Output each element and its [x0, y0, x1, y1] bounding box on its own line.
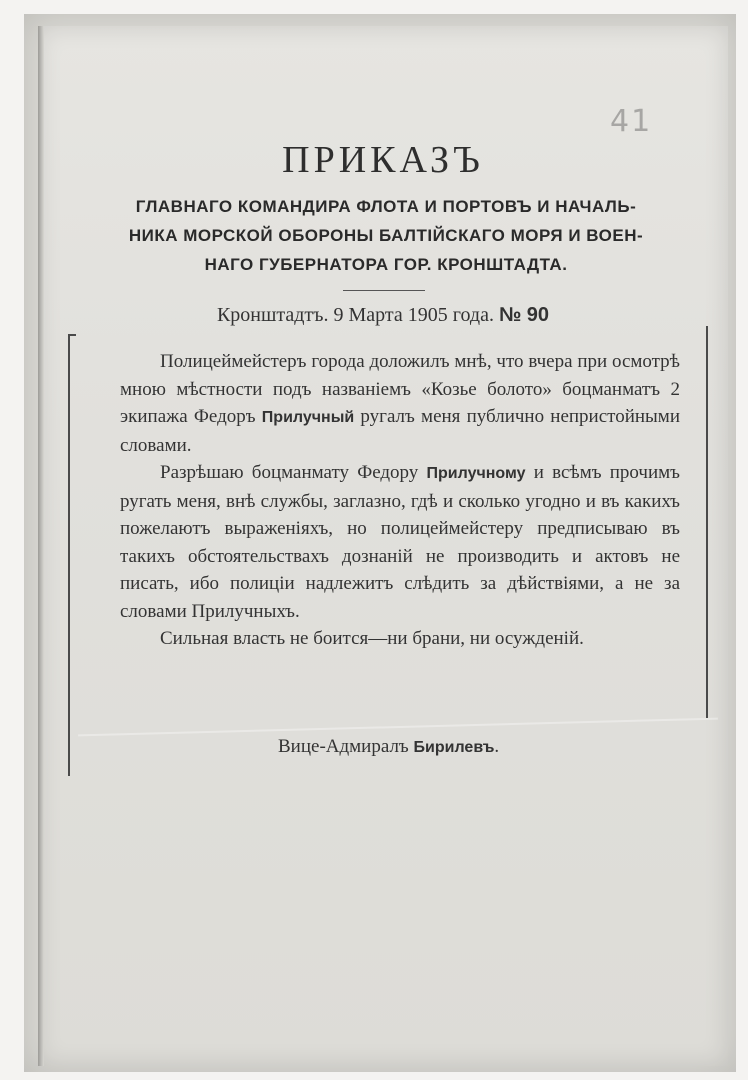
pencil-page-number: 41 — [610, 104, 653, 139]
page-crease — [78, 718, 718, 737]
paragraph-1-text-a: Полицеймейстеръ города доложилъ мнѣ, что вчера при осмотрѣ мною мѣстности подъ названіемъ «Козье болото» боцманматъ 2 экипажа Федоръ — [120, 351, 680, 427]
paragraph-2-text-a: Разрѣшаю боцманмату Федору — [160, 462, 427, 483]
date-place: Кронштадтъ. 9 Марта 1905 года. — [216, 304, 494, 326]
order-number: № 90 — [498, 304, 550, 326]
paragraph-1-name: Прилучный — [261, 409, 355, 426]
issuer-line-3: НАГО ГУБЕРНАТОРА ГОР. КРОНШТАДТА. — [204, 255, 568, 274]
signature-rank: Вице-Адмиралъ — [278, 736, 414, 757]
page-fold — [38, 26, 44, 1066]
paragraph-maxim: Сильная власть не боится—ни брани, ни осужденій. — [160, 628, 584, 649]
issuer-line-1: ГЛАВНАГО КОМАНДИРА ФЛОТА И ПОРТОВЪ И НАЧАЛЬ- — [135, 197, 637, 216]
signature-line — [278, 736, 499, 758]
issuer-line-2: НИКА МОРСКОЙ ОБОРОНЫ БАЛТІЙСКАГО МОРЯ И ВОЕН- — [128, 226, 644, 245]
issuer-heading — [108, 192, 664, 279]
paragraph-permission — [120, 459, 680, 625]
paragraph-1-text-b: ругалъ меня публично непристойными словами. — [120, 406, 681, 456]
margin-bracket-right — [702, 326, 708, 718]
document-title: ПРИКАЗЪ — [282, 139, 484, 181]
paragraph-2-text-b: и всѣмъ прочимъ ругать меня, внѣ службы, заглазно, гдѣ и сколько угодно и въ какихъ пожелаютъ выраженіяхъ, но полицеймейстеру предписываю въ такихъ обстоятельствахъ дознаній не производить и актовъ не писать, ибо полиціи надлежитъ слѣдить за дѣйствіями, а не за словами Прилучныхъ. — [120, 462, 680, 622]
dateline — [38, 304, 728, 327]
paragraph-report — [120, 348, 680, 459]
order-body — [120, 348, 680, 653]
signature-end: . — [494, 736, 500, 757]
photocopy-background — [24, 14, 736, 1072]
document-page — [38, 26, 728, 1066]
margin-bracket-left — [68, 334, 76, 776]
signature-name: Бирилевъ — [413, 739, 495, 756]
divider-rule — [343, 290, 425, 291]
paragraph-2-name: Прилучному — [426, 465, 526, 482]
